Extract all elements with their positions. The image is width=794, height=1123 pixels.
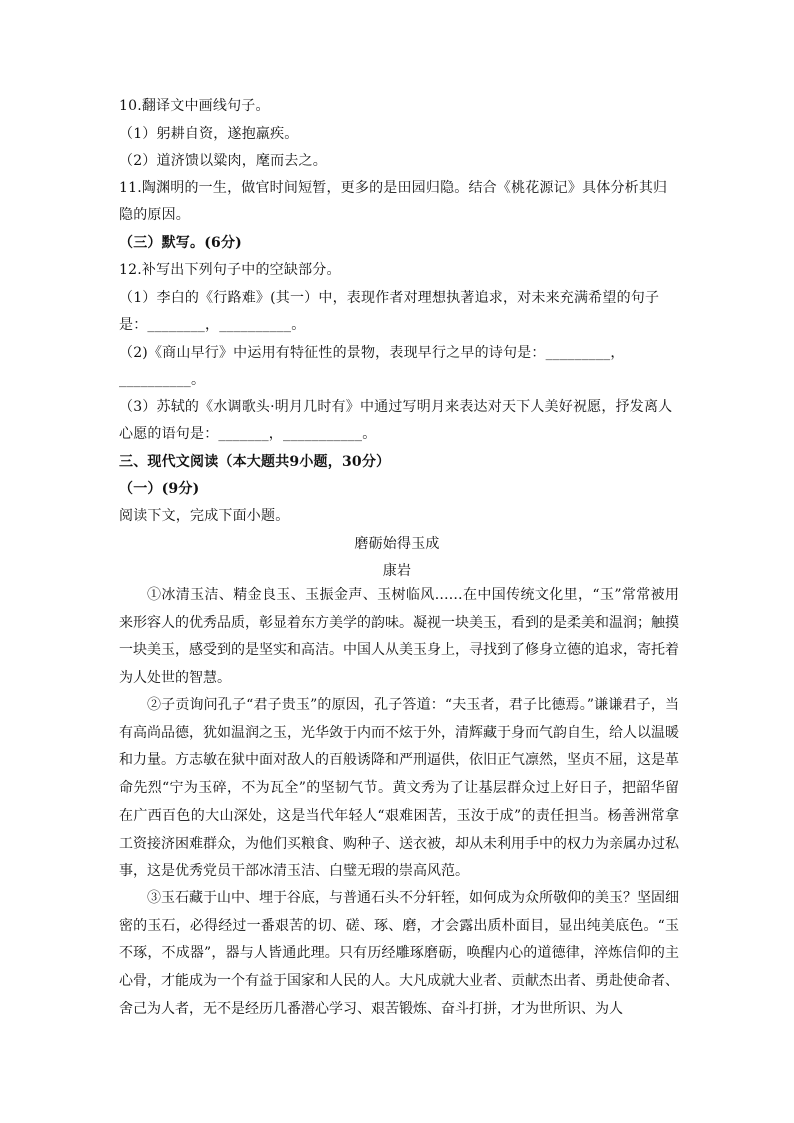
question-10-item-2: （2）道济馈以粱肉，麾而去之。 xyxy=(119,153,327,169)
article-paragraph-2: ②子贡询问孔子“君子贵玉”的原因，孔子答道：“夫玉者，君子比德焉。”谦谦君子，当有高尚品德，犹如温润之玉，光华敛于内而不炫于外，清辉藏于身而气韵自生，给人以温暖和力量。方志敏在狱中面对敌人的百般诱降和严刑逼供，依旧正气凛然，坚贞不屈，这是革命先烈“宁为玉碎，不为瓦全”的坚韧气节。黄文秀为了让基层群众过上好日子，把韶华留在广西百色的大山深处，这是当代年轻人“艰难困苦，玉汝于成”的责任担当。杨善洲常拿工资接济困难群众，为他们买粮食、购种子、送衣被，却从未利用手中的权力为亲属办过私事，这是优秀党员干部冰清玉洁、白璧无瑕的崇高风范。 xyxy=(119,697,679,880)
question-12-item-3-line-1: （3）苏轼的《水调歌头·明月几时有》中通过写明月来表达对天下人美好祝愿，抒发离人 xyxy=(119,399,673,415)
question-10: 10.翻译文中画线句子。 xyxy=(119,98,270,114)
question-12-item-1-line-1: （1）李白的《行路难》(其一）中，表现作者对理想执著追求，对未来充满希望的句子 xyxy=(119,290,660,306)
part-3-subheading: （一）(9分) xyxy=(119,481,200,497)
section-3-heading: （三）默写。(6分) xyxy=(119,235,242,251)
article-author: 康岩 xyxy=(382,563,412,579)
question-11-line-2: 隐的原因。 xyxy=(119,207,190,223)
question-12-item-3-line-2: 心愿的语句是：_______，___________。 xyxy=(119,426,377,442)
article-paragraph-3: ③玉石藏于山中、埋于谷底，与普通石头不分轩轾，如何成为众所敬仰的美玉？坚固细密的玉石，必得经过一番艰苦的切、磋、琢、磨，才会露出质朴面目，显出纯美底色。“玉不琢，不成器”，器与人皆通此理。只有历经雕琢磨砺，唤醒内心的道德律，淬炼信仰的主心骨，才能成为一个有益于国家和人民的人。大凡成就大业者、贡献杰出者、勇赴使命者、舍己为人者，无不是经历几番潜心学习、艰苦锻炼、奋斗打拼，才为世所识、为人 xyxy=(119,890,679,1017)
article-title: 磨砺始得玉成 xyxy=(354,536,440,552)
question-12-item-2-line-1: （2)《商山早行》中运用有特征性的景物，表现早行之早的诗句是：_________， xyxy=(119,345,625,361)
article-paragraph-1: ①冰清玉洁、精金良玉、玉振金声、玉树临风……在中国传统文化里，“玉”常常被用来形容人的优秀品质，彰显着东方美学的韵味。凝视一块美玉，看到的是柔美和温润；触摸一块美玉，感受到的是坚实和高洁。中国人从美玉身上，寻找到了修身立德的追求，寄托着为人处世的智慧。 xyxy=(119,587,679,687)
question-11-line-1: 11.陶渊明的一生，做官时间短暂，更多的是田园归隐。结合《桃花源记》具体分析其归 xyxy=(119,180,668,196)
question-12-item-1-line-2: 是：________，__________。 xyxy=(119,317,306,333)
question-10-item-1: （1）躬耕自资，遂抱羸疾。 xyxy=(119,126,299,142)
question-12: 12.补写出下列句子中的空缺部分。 xyxy=(119,262,341,278)
question-12-item-2-line-2: __________。 xyxy=(119,372,206,388)
reading-instruction: 阅读下文，完成下面小题。 xyxy=(119,508,290,524)
part-3-heading: 三、现代文阅读（本大题共9小题，30分） xyxy=(119,454,391,470)
